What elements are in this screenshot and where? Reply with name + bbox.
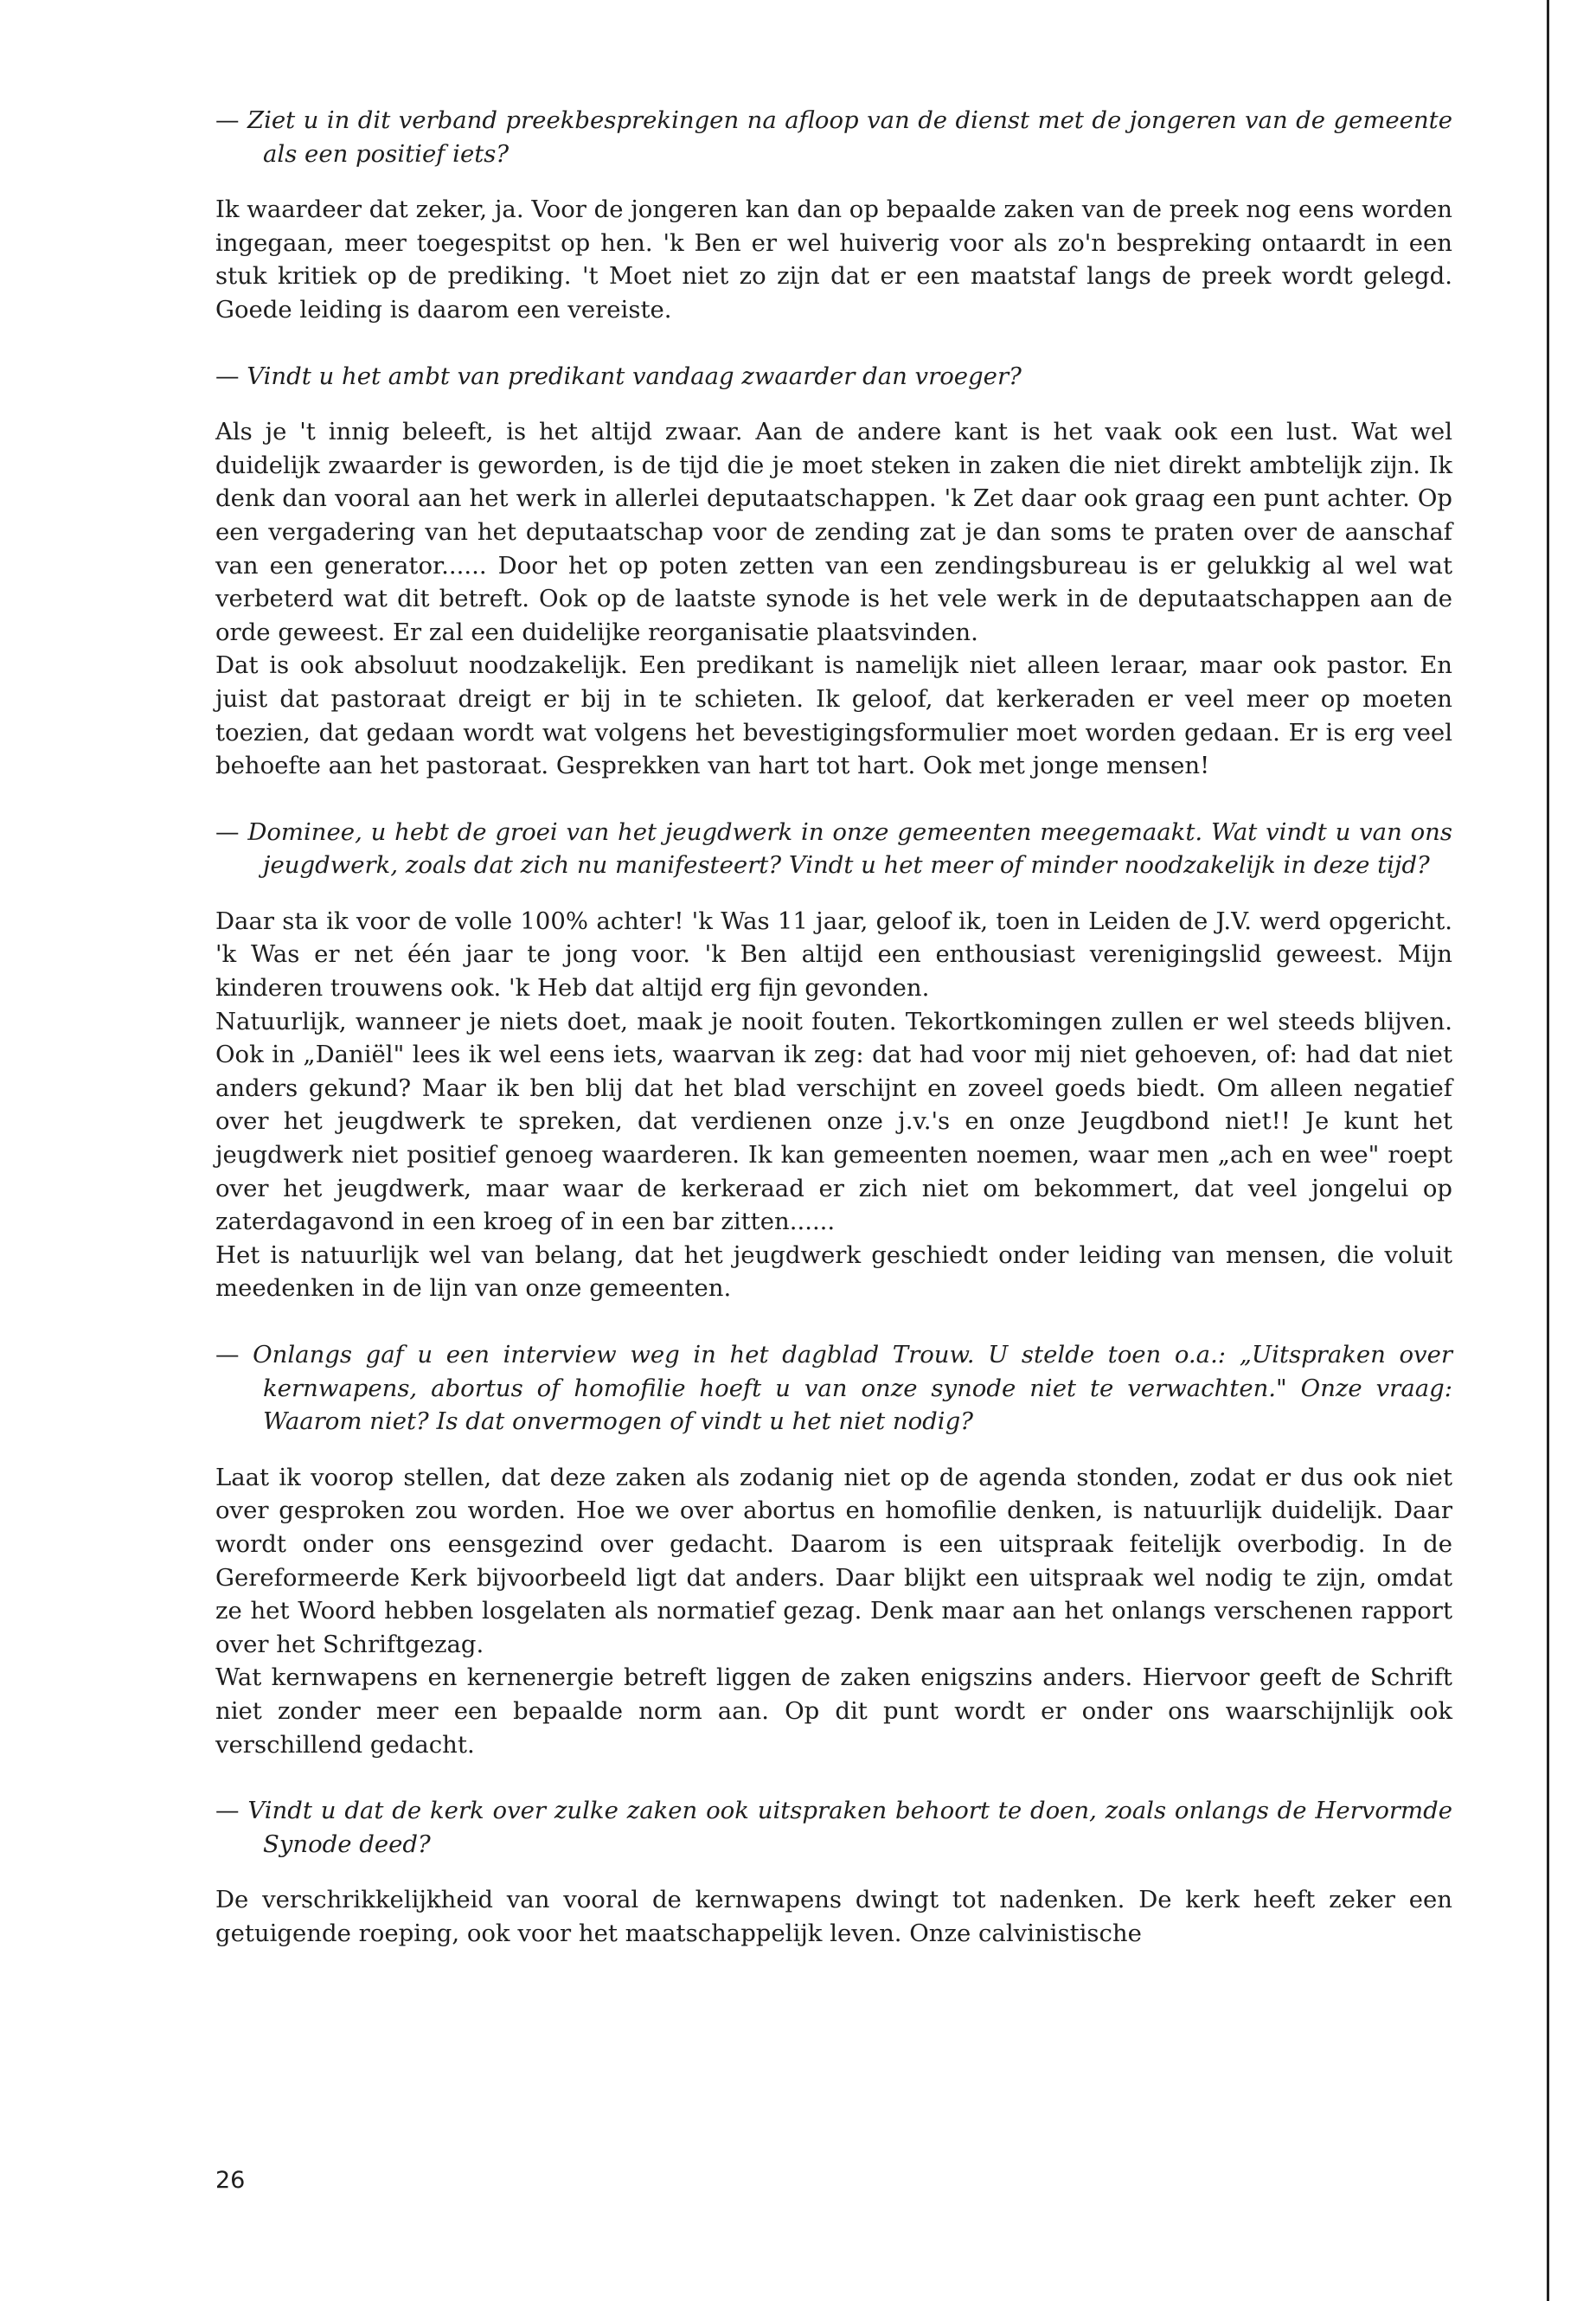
question-3-text: Dominee, u hebt de groei van het jeugdwerk in onze gemeenten meegemaakt. Wat vindt u van ons jeugdwerk, zoals dat zich nu manifesteert? Vindt u het meer of minder noodzakelijk in deze tijd? bbox=[247, 817, 1452, 880]
question-4-text: Onlangs gaf u een interview weg in het dagblad Trouw. U stelde toen o.a.: „Uitspraken over kernwapens, abortus of homofilie hoeft u van onze synode niet te verwachten." Onze vraag: Waarom niet? Is dat onvermogen of vindt u het niet nodig? bbox=[253, 1341, 1452, 1436]
page-edge-rule bbox=[1547, 0, 1549, 2301]
answer-5-paragraph-1: De verschrikkelijkheid van vooral de kernwapens dwingt tot nadenken. De kerk heeft zeker een getuigende roeping, ook voor het maatschappelijk leven. Onze calvinistische bbox=[215, 1886, 1452, 1947]
question-dash: — bbox=[215, 817, 240, 846]
answer-3-paragraph-3: Het is natuurlijk wel van belang, dat het jeugdwerk geschiedt onder leiding van mensen, die voluit meedenken in de lijn van onze gemeenten. bbox=[215, 1240, 1452, 1303]
question-2 bbox=[215, 360, 1452, 394]
answer-2-paragraph-2: Dat is ook absoluut noodzakelijk. Een predikant is namelijk niet alleen leraar, maar ook pastor. En juist dat pastoraat dreigt er bij in te schieten. Ik geloof, dat kerkeraden er veel meer op moeten toezien, dat gedaan wordt wat volgens het bevestigingsformulier moet worden gedaan. Er is erg veel behoefte aan het pastoraat. Gesprekken van hart tot hart. Ook met jonge mensen! bbox=[215, 651, 1452, 780]
question-3 bbox=[215, 816, 1452, 882]
question-4 bbox=[215, 1338, 1452, 1439]
question-5-text: Vindt u dat de kerk over zulke zaken ook uitspraken behoort te doen, zoals onlangs de Hervormde Synode deed? bbox=[247, 1797, 1452, 1858]
answer-1-paragraph-1: Ik waardeer dat zeker, ja. Voor de jongeren kan dan op bepaalde zaken van de preek nog eens worden ingegaan, meer toegespitst op hen. 'k Ben er wel huiverig voor als zo'n bespreking ontaardt in een stuk kritiek op de prediking. 't Moet niet zo zijn dat er een maatstaf langs de preek wordt gelegd. Goede leiding is daarom een vereiste. bbox=[215, 195, 1452, 324]
page-number: 26 bbox=[215, 2167, 246, 2194]
question-5 bbox=[215, 1794, 1452, 1861]
question-dash: — bbox=[215, 1341, 240, 1368]
question-1 bbox=[215, 104, 1452, 170]
question-2-text: Vindt u het ambt van predikant vandaag zwaarder dan vroeger? bbox=[247, 362, 1022, 390]
answer-4-paragraph-1: Laat ik voorop stellen, dat deze zaken als zodanig niet op de agenda stonden, zodat er dus ook niet over gesproken zou worden. Hoe we over abortus en homofilie denken, is natuurlijk duidelijk. Daar wordt onder ons eensgezind over gedacht. Daarom is een uitspraak feitelijk overbodig. In de Gereformeerde Kerk bijvoorbeeld ligt dat anders. Daar blijkt een uitspraak wel nodig te zijn, omdat ze het Woord hebben losgelaten als normatief gezag. Denk maar aan het onlangs verschenen rapport over het Schriftgezag. bbox=[215, 1463, 1452, 1658]
question-1-text: Ziet u in dit verband preekbesprekingen na afloop van de dienst met de jongeren van de gemeente als een positief iets? bbox=[247, 106, 1452, 168]
question-dash: — bbox=[215, 362, 240, 390]
question-dash: — bbox=[215, 106, 240, 134]
question-dash: — bbox=[215, 1797, 240, 1825]
answer-3-paragraph-2: Natuurlijk, wanneer je niets doet, maak je nooit fouten. Tekortkomingen zullen er wel steeds blijven. Ook in „Daniël" lees ik wel eens iets, waarvan ik zeg: dat had voor mij niet gehoeven, of: had dat niet anders gekund? Maar ik ben blij dat het blad verschijnt en zoveel goeds biedt. Om alleen negatief over het jeugdwerk te spreken, dat verdienen onze j.v.'s en onze Jeugdbond niet!! Je kunt het jeugdwerk niet positief genoeg waarderen. Ik kan gemeenten noemen, waar men „ach en wee" roept over het jeugdwerk, maar waar de kerkeraad er zich niet om bekommert, dat veel jongelui op zaterdagavond in een kroeg of in een bar zitten...... bbox=[215, 1007, 1452, 1236]
answer-4-paragraph-2: Wat kernwapens en kernenergie betreft liggen de zaken enigszins anders. Hiervoor geeft de Schrift niet zonder meer een bepaalde norm aan. Op dit punt wordt er onder ons waarschijnlijk ook verschillend gedacht. bbox=[215, 1663, 1452, 1759]
answer-2-paragraph-1: Als je 't innig beleeft, is het altijd zwaar. Aan de andere kant is het vaak ook een lust. Wat wel duidelijk zwaarder is geworden, is de tijd die je moet steken in zaken die niet direkt ambtelijk zijn. Ik denk dan vooral aan het werk in allerlei deputaatschappen. 'k Zet daar ook graag een punt achter. Op een vergadering van het deputaatschap voor de zending zat je dan soms te praten over de aanschaf van een generator...... Door het op poten zetten van een zendingsbureau is er gelukkig al wel wat verbeterd wat dit betreft. Ook op de laatste synode is het vele werk in de deputaatschappen aan de orde geweest. Er zal een duidelijke reorganisatie plaatsvinden. bbox=[215, 418, 1452, 646]
answer-3-paragraph-1: Daar sta ik voor de volle 100% achter! 'k Was 11 jaar, geloof ik, toen in Leiden de J.V. werd opgericht. 'k Was er net één jaar te jong voor. 'k Ben altijd een enthousiast verenigingslid geweest. Mijn kinderen trouwens ook. 'k Heb dat altijd erg fijn gevonden. bbox=[215, 907, 1452, 1003]
article-body bbox=[215, 104, 1452, 1951]
